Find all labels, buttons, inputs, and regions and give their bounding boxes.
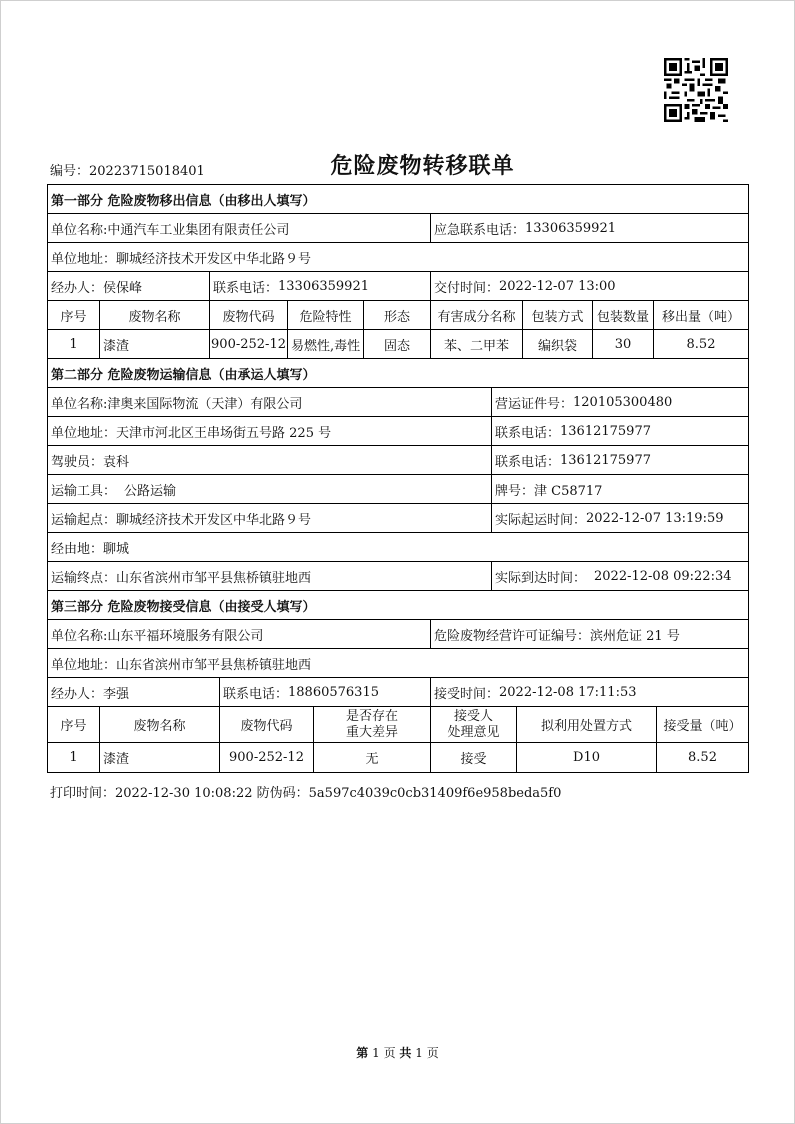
- page-number: [0, 1044, 795, 1061]
- col-name: 废物名称: [100, 301, 210, 329]
- section2-unit-row: [48, 388, 748, 417]
- label: 单位名称:: [51, 396, 108, 412]
- section3-address: [48, 649, 748, 677]
- label: 应急联系电话：: [434, 222, 526, 238]
- label: 运输终点：: [51, 570, 117, 586]
- print-info: [50, 782, 561, 801]
- value: 津奥来国际物流（天津）有限公司: [107, 396, 303, 412]
- cell-no: 1: [48, 330, 100, 358]
- cell-method: D10: [517, 743, 657, 772]
- value: 18860576315: [288, 684, 379, 700]
- section1-contact-phone: [210, 272, 431, 300]
- label: 单位地址：: [51, 657, 117, 673]
- value: 袁科: [103, 454, 130, 470]
- value: 侯保峰: [103, 280, 143, 296]
- label: 运输起点：: [51, 512, 117, 528]
- label: 单位地址：: [51, 425, 117, 441]
- value: 13612175977: [560, 452, 651, 468]
- section2-end: [48, 562, 492, 590]
- section1-handler-row: [48, 272, 748, 301]
- value: 2022-12-07 13:00: [499, 278, 616, 294]
- value: 13612175977: [560, 423, 651, 439]
- section2-license: [492, 388, 748, 416]
- section3-handler: [48, 678, 220, 706]
- value: 13306359921: [278, 278, 369, 294]
- section2-title: 第二部分 危险废物运输信息（由承运人填写）: [51, 367, 316, 383]
- value: 聊城经济技术开发区中华北路９号: [116, 512, 312, 528]
- anti-fake-code: 5a597c4039c0cb31409f6e958beda5f0: [308, 786, 562, 801]
- col-method: 拟利用处置方式: [517, 707, 657, 742]
- cell-receiver-opinion: 接受: [431, 743, 517, 772]
- document-number-label: 编号：: [50, 164, 90, 179]
- value: 山东平福环境服务有限公司: [107, 628, 264, 644]
- value: 山东省滨州市邹平县焦桥镇驻地西: [116, 570, 312, 586]
- section1-address: [48, 243, 748, 271]
- col-hazard: 危险特性: [288, 301, 364, 329]
- col-form: 形态: [364, 301, 431, 329]
- label: 运输工具：: [51, 483, 117, 499]
- label: 单位名称:: [51, 628, 108, 644]
- cell-hazard: 易燃性,毒性: [288, 330, 364, 358]
- cell-name: 漆渣: [100, 330, 210, 358]
- section3-address-row: [48, 649, 748, 678]
- cell-amount: 8.52: [688, 750, 717, 765]
- col-code: 废物代码: [210, 301, 288, 329]
- section2-address-row: [48, 417, 748, 446]
- value: 津 C58717: [534, 483, 603, 499]
- section2-driver-row: [48, 446, 748, 475]
- section1-table-header: [48, 301, 748, 330]
- document-number-value: 20223715018401: [89, 164, 205, 179]
- cell-code: 900-252-12: [220, 743, 314, 772]
- page-di: 第: [356, 1046, 369, 1060]
- value: 中通汽车工业集团有限责任公司: [107, 222, 290, 238]
- label: 实际起运时间：: [495, 512, 587, 528]
- qr-code-icon: [664, 58, 728, 122]
- label: 单位地址：: [51, 251, 117, 267]
- section3-unit-name: [48, 620, 431, 648]
- label: 交付时间：: [434, 280, 500, 296]
- section2-start-row: [48, 504, 748, 533]
- value: 2022-12-07 13:19:59: [586, 510, 724, 526]
- cell-amount: 8.52: [686, 336, 716, 352]
- label: 经办人：: [51, 686, 104, 702]
- col-name: 废物名称: [100, 707, 220, 742]
- section2-end-row: [48, 562, 748, 591]
- section1-unit-row: [48, 214, 748, 243]
- page-current: 1: [372, 1046, 380, 1060]
- cell-name: 漆渣: [100, 743, 220, 772]
- cell-code: 900-252-12: [210, 330, 288, 358]
- col-qty: 包装数量: [593, 301, 654, 329]
- col-amount: 移出量（吨）: [661, 309, 740, 325]
- section1-title: 第一部分 危险废物移出信息（由移出人填写）: [51, 193, 316, 209]
- cell-major-difference: 无: [314, 743, 431, 772]
- value: 天津市河北区王串场街五号路 225 号: [116, 425, 332, 441]
- section3-table-header: [48, 707, 748, 743]
- value: 2022-12-08 09:22:34: [594, 568, 732, 584]
- col-component: 有害成分名称: [431, 301, 523, 329]
- section2-plate: [492, 475, 748, 503]
- label: 经由地：: [51, 541, 104, 557]
- label: 实际到达时间：: [495, 570, 587, 586]
- section2-via-row: [48, 533, 748, 562]
- label: 联系电话：: [495, 454, 561, 470]
- page-ye2: 页: [426, 1046, 439, 1060]
- section2-start: [48, 504, 492, 532]
- section3-header-row: [48, 591, 748, 620]
- section1-handler: [48, 272, 210, 300]
- label: 驾驶员：: [51, 454, 104, 470]
- section2-depart-time: [492, 504, 748, 532]
- section1-emergency-phone: [431, 214, 748, 242]
- value: 120105300480: [573, 394, 673, 410]
- col-major-difference: [314, 707, 431, 742]
- label: 营运证件号：: [495, 396, 574, 412]
- col-code: 废物代码: [220, 707, 314, 742]
- value: 2022-12-08 17:11:53: [499, 684, 637, 700]
- anti-fake-label: 防伪码：: [256, 786, 309, 801]
- cell-qty: 30: [593, 330, 654, 358]
- section2-unit-name: [48, 388, 492, 416]
- print-time-label: 打印时间：: [50, 786, 116, 801]
- section2-phone1: [492, 417, 748, 445]
- value: 滨州危证 21 号: [590, 628, 680, 644]
- section3-title: 第三部分 危险废物接受信息（由接受人填写）: [51, 599, 316, 615]
- value: 聊城: [103, 541, 130, 557]
- value: 13306359921: [525, 220, 616, 236]
- page-ye: 页: [383, 1046, 396, 1060]
- section3-contact-phone: [220, 678, 431, 706]
- section2-phone2: [492, 446, 748, 474]
- cell-form: 固态: [364, 330, 431, 358]
- col-amount: 接受量（吨）: [663, 719, 742, 734]
- label: 联系电话：: [495, 425, 561, 441]
- col-no: 序号: [48, 707, 100, 742]
- label: 牌号：: [495, 483, 535, 499]
- page-gong: 共: [399, 1046, 412, 1060]
- section2-vehicle: [48, 475, 492, 503]
- section3-permit: [431, 620, 748, 648]
- section1-header-row: [48, 185, 748, 214]
- page-total: 1: [415, 1046, 423, 1060]
- section2-address: [48, 417, 492, 445]
- line2: 处理意见: [447, 724, 500, 740]
- value: 山东省滨州市邹平县焦桥镇驻地西: [116, 657, 312, 673]
- label: 单位名称:: [51, 222, 108, 238]
- line1: 是否存在: [345, 708, 398, 724]
- line2: 重大差异: [345, 724, 398, 740]
- print-time: 2022-12-30 10:08:22: [115, 786, 253, 801]
- section2-header-row: [48, 359, 748, 388]
- section3-unit-row: [48, 620, 748, 649]
- section2-driver: [48, 446, 492, 474]
- cell-component: 苯、二甲苯: [431, 330, 523, 358]
- section2-vehicle-row: [48, 475, 748, 504]
- label: 联系电话：: [223, 686, 289, 702]
- section1-address-row: [48, 243, 748, 272]
- col-receiver-opinion: [431, 707, 517, 742]
- section2-via: [48, 533, 748, 561]
- cell-packing: 编织袋: [523, 330, 593, 358]
- value: 公路运输: [124, 483, 177, 499]
- col-no: 序号: [48, 301, 100, 329]
- page-title: 危险废物转移联单: [330, 153, 515, 179]
- label: 危险废物经营许可证编号：: [434, 628, 591, 644]
- line1: 接受人: [453, 708, 493, 724]
- label: 经办人：: [51, 280, 104, 296]
- section2-arrive-time: [492, 562, 748, 590]
- table-row: [48, 743, 748, 772]
- table-row: [48, 330, 748, 359]
- col-packing: 包装方式: [523, 301, 593, 329]
- section1-unit-name: [48, 214, 431, 242]
- section3-handler-row: [48, 678, 748, 707]
- transfer-form-table: [47, 184, 749, 773]
- value: 李强: [103, 686, 130, 702]
- section1-delivery-time: [431, 272, 748, 300]
- section3-receive-time: [431, 678, 748, 706]
- label: 接受时间：: [434, 686, 500, 702]
- value: 聊城经济技术开发区中华北路９号: [116, 251, 312, 267]
- label: 联系电话：: [213, 280, 279, 296]
- cell-no: 1: [48, 743, 100, 772]
